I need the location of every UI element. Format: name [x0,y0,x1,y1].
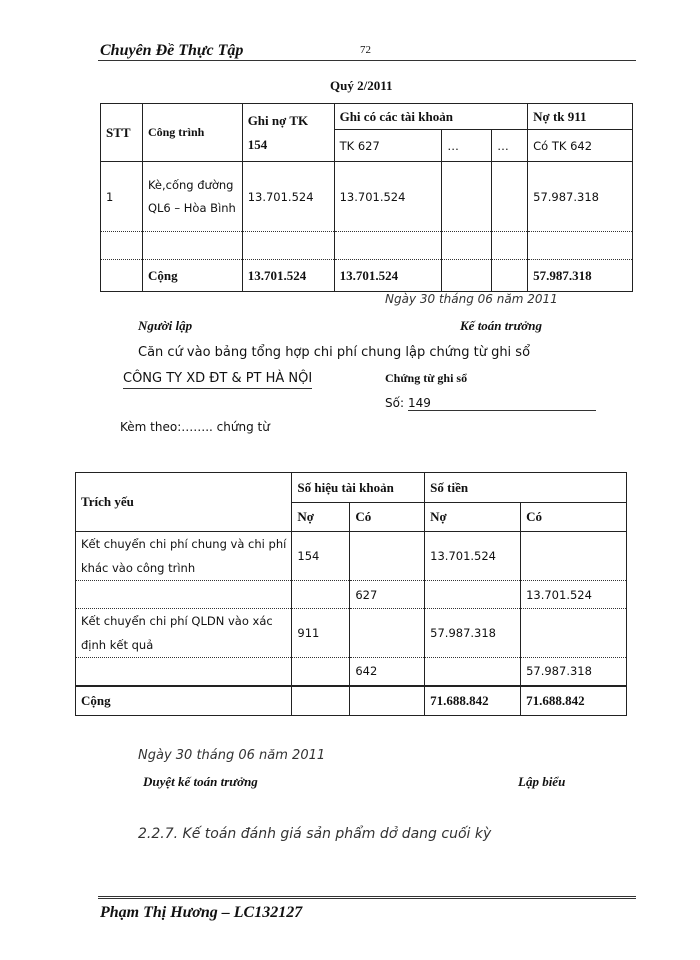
row2-no-amt [425,581,521,609]
t2-total-no: 71.688.842 [425,686,521,716]
th-ghi-co: Ghi có các tài khoản [334,104,528,130]
row4-no-amt [425,658,521,686]
signer-approver: Duyệt kế toán trưởng [143,774,258,789]
row3-desc: Kết chuyển chi phí QLDN vào xác định kết quả [76,609,292,658]
row2-desc [76,581,292,609]
total-tk627: 13.701.524 [334,260,442,292]
th-stt: STT [101,104,143,162]
voucher-intro: Căn cứ vào bảng tổng hợp chi phí chung lập chứng từ ghi sổ [138,345,531,360]
th-co-amt: Có [521,503,627,532]
total-no-tk: 57.987.318 [528,260,633,292]
footer-author: Phạm Thị Hương – LC132127 [100,904,303,921]
voucher-number-label: Số: [385,396,405,410]
row3-co-acc [350,609,425,658]
cell-ghi-no: 13.701.524 [242,162,334,232]
cell-tk627: 13.701.524 [334,162,442,232]
row1-desc: Kết chuyển chi phí chung và chi phí khác vào công trình [76,532,292,581]
th-co: Có [350,503,425,532]
header-title: Chuyên Đề Thực Tập [100,42,244,59]
th-no-tk: Nợ tk 911 [528,104,633,130]
voucher-title: Chứng từ ghi sổ [385,371,468,385]
row3-no-amt: 57.987.318 [425,609,521,658]
date-line-1: Ngày 30 tháng 06 năm 2011 [385,292,558,306]
th-so-tien: Số tiền [425,473,627,503]
row2-co-amt: 13.701.524 [521,581,627,609]
total-label: Cộng [142,260,242,292]
row2-co-acc: 627 [350,581,425,609]
th-ghi-no: Ghi nợ TK 154 [242,104,334,162]
th-tk627: TK 627 [334,130,442,162]
signer-compiler: Lập biểu [518,774,566,789]
cost-allocation-table [100,103,633,292]
attached-docs: Kèm theo:…….. chứng từ [120,420,270,434]
th-no: Nợ [292,503,350,532]
cell-cong-trinh: Kè,cống đường QL6 – Hòa Bình [142,162,242,232]
company-name: CÔNG TY XD ĐT & PT HÀ NỘI [123,371,312,389]
row3-no-acc: 911 [292,609,350,658]
th-dots-2: … [492,130,528,162]
t2-total-label: Cộng [76,686,292,716]
cell-no-tk: 57.987.318 [528,162,633,232]
row1-co-amt [521,532,627,581]
page-number: 72 [360,44,371,56]
cell-stt: 1 [101,162,143,232]
th-co-tk: Có TK 642 [528,130,633,162]
signer-chief-accountant: Kế toán trưởng [460,318,542,333]
row1-no-amt: 13.701.524 [425,532,521,581]
row1-co-acc [350,532,425,581]
th-dots-1: … [442,130,492,162]
th-cong-trinh: Công trình [142,104,242,162]
row4-co-acc: 642 [350,658,425,686]
header-divider [98,60,636,61]
signer-preparer: Người lập [138,318,193,333]
row4-desc [76,658,292,686]
table1-caption: Quý 2/2011 [330,78,393,93]
total-ghi-no: 13.701.524 [242,260,334,292]
th-no-amt: Nợ [425,503,521,532]
row3-co-amt [521,609,627,658]
t2-total-co: 71.688.842 [521,686,627,716]
date-line-2: Ngày 30 tháng 06 năm 2011 [138,748,326,763]
row2-no-acc [292,581,350,609]
th-trich-yeu: Trích yếu [76,473,292,532]
section-heading: 2.2.7. Kế toán đánh giá sản phẩm dở dang cuối kỳ [138,826,492,842]
th-so-hieu: Số hiệu tài khoản [292,473,425,503]
voucher-number: 149 [408,396,596,411]
row4-no-acc [292,658,350,686]
row1-no-acc: 154 [292,532,350,581]
footer-divider [98,896,636,899]
voucher-table [75,472,627,716]
row4-co-amt: 57.987.318 [521,658,627,686]
